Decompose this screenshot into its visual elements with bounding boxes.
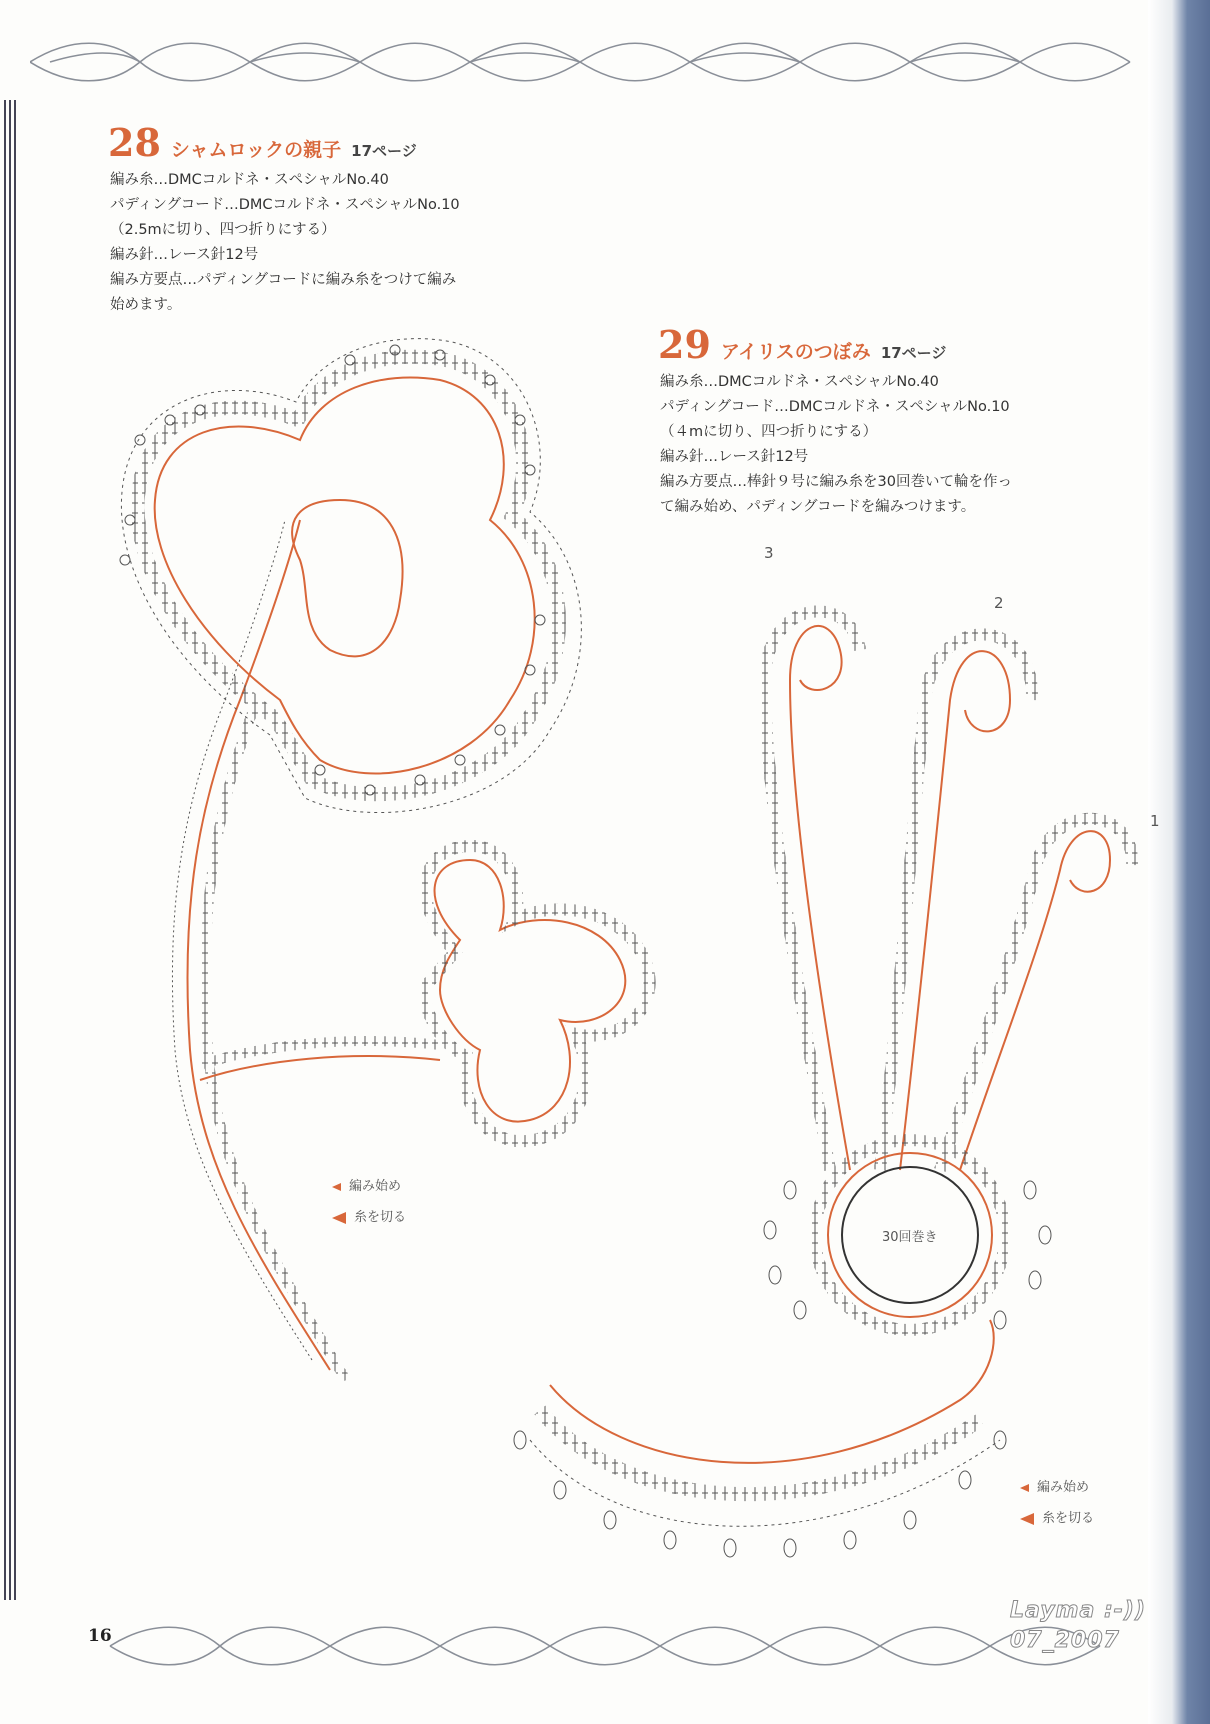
start-marker-icon (332, 1183, 341, 1191)
instruction-line: 編み針…レース針12号 (660, 449, 809, 465)
legend-cut-label: 糸を切る (1042, 1511, 1095, 1526)
legend-29 (1020, 1472, 1094, 1534)
instruction-line: 編み針…レース針12号 (110, 247, 259, 263)
cut-marker-icon (1020, 1513, 1034, 1525)
cut-marker-icon (332, 1212, 346, 1224)
pattern-29-title: アイリスのつぼみ (720, 341, 871, 363)
pattern-28-title: シャムロックの親子 (170, 139, 342, 161)
instruction-line: パディングコード…DMCコルドネ・スペシャルNo.10 (110, 197, 460, 213)
watermark-line-2: 07_2007 (1010, 1628, 1120, 1653)
instruction-line: 編み方要点…棒針９号に編み糸を30回巻いて輪を作っ (660, 474, 1012, 490)
start-marker-icon (1020, 1484, 1029, 1492)
watermark-line-1: Layma :-)) (1010, 1598, 1146, 1623)
pattern-29-page-ref: 17ページ (880, 344, 947, 362)
ring-label: 30回巻き (882, 1230, 938, 1245)
instruction-line: （2.5mに切り、四つ折りにする） (110, 222, 336, 238)
legend-28 (332, 1171, 406, 1233)
legend-start-label: 編み始め (349, 1179, 402, 1194)
instruction-line: 編み方要点…パディングコードに編み糸をつけて編み (110, 272, 457, 288)
instruction-line: て編み始め、パディングコードを編みつけます。 (660, 499, 976, 515)
petal-label-2: 2 (994, 594, 1004, 612)
petal-label-3: 3 (764, 544, 774, 562)
pattern-29-number: 29 (658, 322, 711, 367)
legend-start-label: 編み始め (1037, 1480, 1090, 1495)
instruction-line: 編み糸…DMCコルドネ・スペシャルNo.40 (660, 374, 939, 390)
petal-label-1: 1 (1150, 812, 1160, 830)
pattern-28-number: 28 (108, 120, 161, 165)
instruction-line: 始めます。 (110, 297, 182, 313)
instruction-line: パディングコード…DMCコルドネ・スペシャルNo.10 (660, 399, 1010, 415)
page-number: 16 (88, 1626, 112, 1646)
instruction-line: （４mに切り、四つ折りにする） (660, 424, 878, 440)
legend-cut-label: 糸を切る (354, 1210, 407, 1225)
pattern-28-page-ref: 17ページ (351, 142, 417, 160)
instruction-line: 編み糸…DMCコルドネ・スペシャルNo.40 (110, 172, 389, 188)
iris-bud-diagram (514, 611, 1132, 1557)
